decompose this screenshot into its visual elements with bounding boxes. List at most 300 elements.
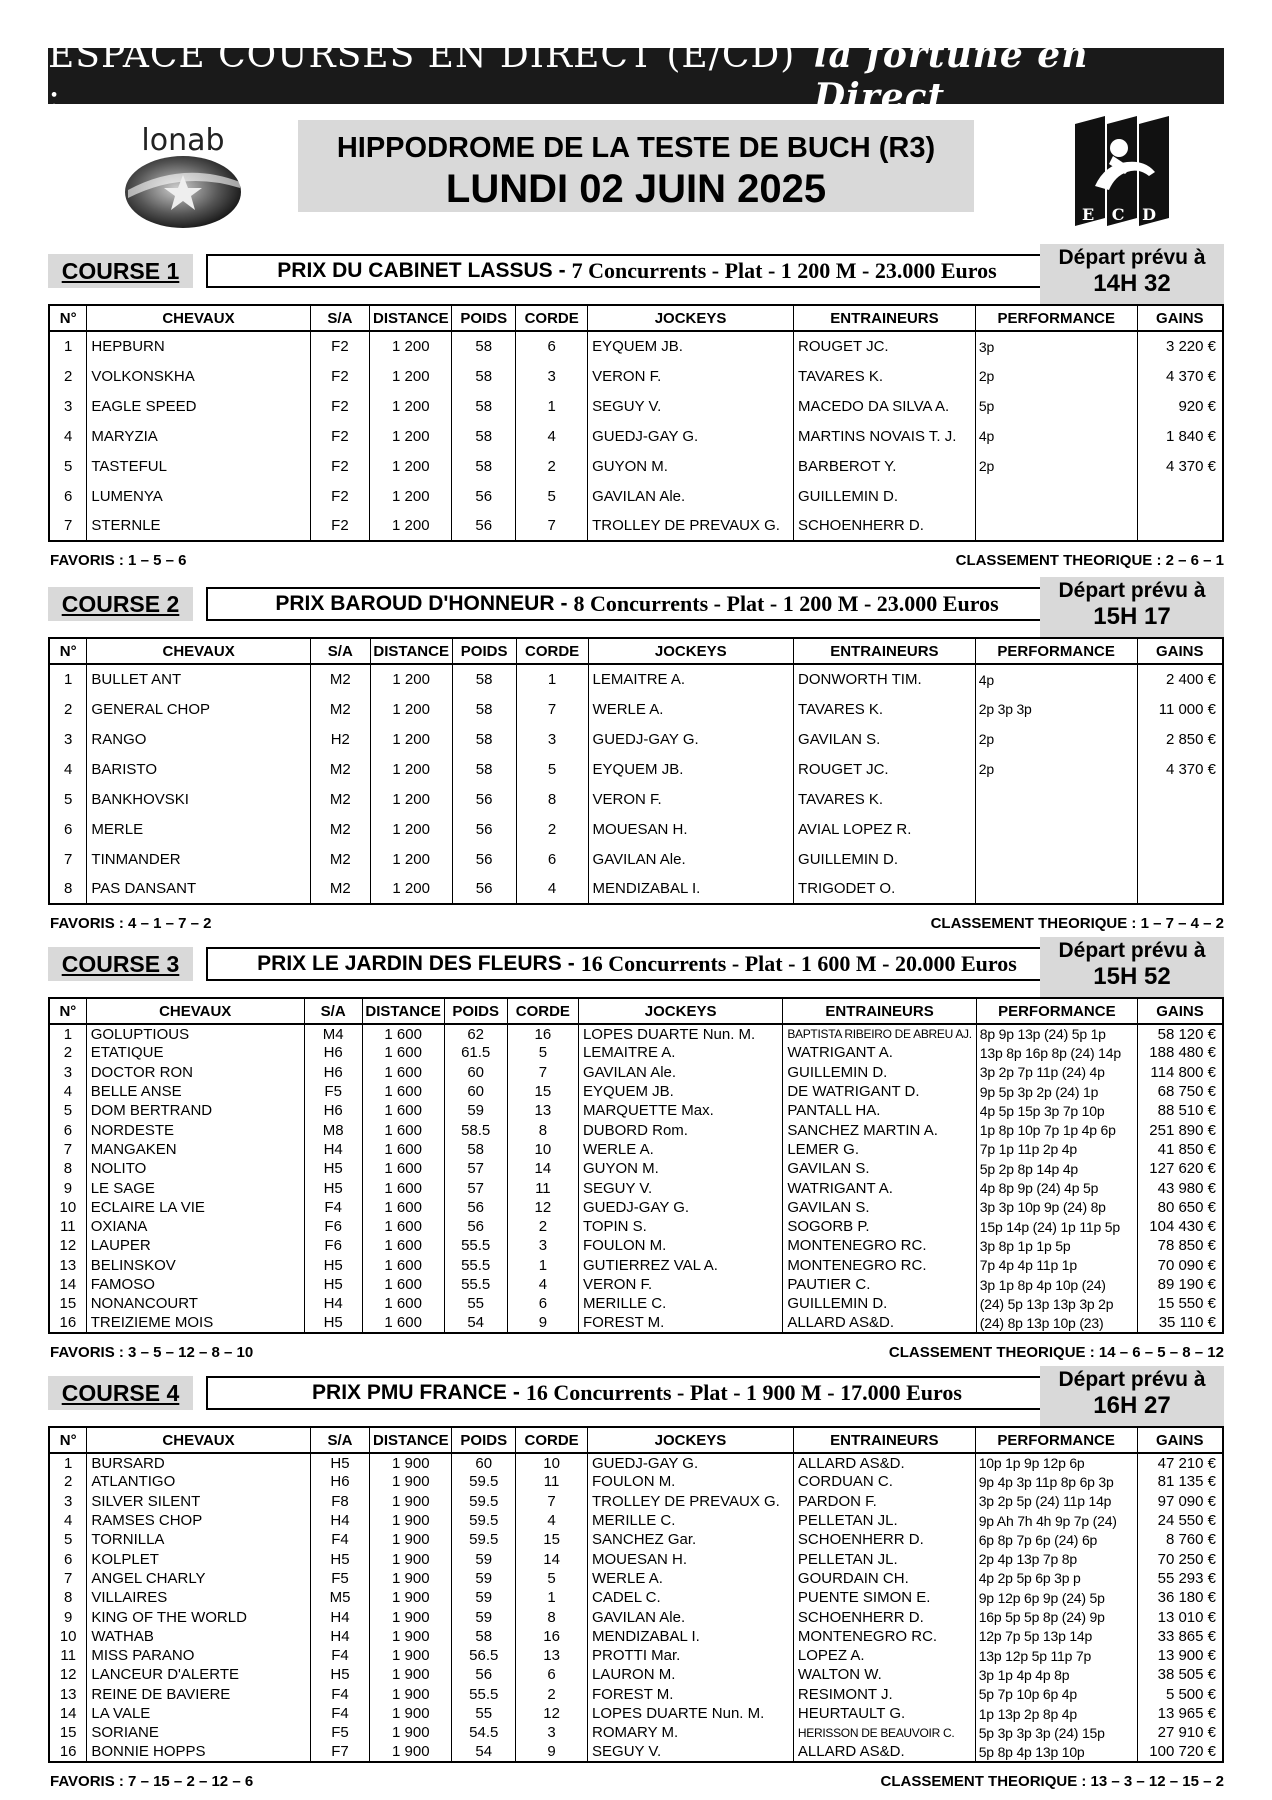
trainer: ROUGET JC. xyxy=(794,754,976,784)
trainer: HEURTAULT G. xyxy=(793,1704,975,1723)
column-header: JOCKEYS xyxy=(588,638,794,664)
jockey: DUBORD Rom. xyxy=(578,1120,782,1139)
jockey: VERON F. xyxy=(588,784,794,814)
distance: 1 900 xyxy=(370,1704,452,1723)
performance: 1p 13p 2p 8p 4p xyxy=(975,1704,1137,1723)
weight: 58 xyxy=(452,451,516,481)
draw: 7 xyxy=(516,1492,588,1511)
horse-name: ETATIQUE xyxy=(86,1043,304,1062)
earnings: 70 250 € xyxy=(1137,1549,1223,1568)
performance: 3p xyxy=(975,331,1137,361)
sex-age: F4 xyxy=(304,1198,362,1217)
distance: 1 200 xyxy=(370,844,452,874)
jockey: GUEDJ-GAY G. xyxy=(578,1198,782,1217)
runner-number: 12 xyxy=(49,1665,87,1684)
prize-name: PRIX LE JARDIN DES FLEURS xyxy=(257,952,562,975)
column-header: GAINS xyxy=(1137,1427,1223,1453)
earnings: 2 400 € xyxy=(1137,664,1223,694)
earnings: 13 010 € xyxy=(1137,1607,1223,1626)
jockey: LOPES DUARTE Nun. M. xyxy=(588,1704,794,1723)
horse-name: ECLAIRE LA VIE xyxy=(86,1198,304,1217)
course-title xyxy=(206,587,1068,621)
runner-number: 14 xyxy=(49,1704,87,1723)
sex-age: H6 xyxy=(304,1063,362,1082)
draw: 16 xyxy=(507,1024,578,1043)
runner-number: 8 xyxy=(49,874,87,904)
table-header-row xyxy=(49,998,1223,1024)
draw: 3 xyxy=(516,361,588,391)
jockey: WERLE A. xyxy=(588,1569,794,1588)
performance: 9p Ah 7h 4h 9p 7p (24) xyxy=(975,1511,1137,1530)
column-header: POIDS xyxy=(452,638,516,664)
sex-age: M2 xyxy=(310,664,370,694)
earnings: 58 120 € xyxy=(1137,1024,1223,1043)
course-label: COURSE 4 xyxy=(48,1376,193,1410)
sex-age: F5 xyxy=(310,1569,370,1588)
theoretical-ranking: CLASSEMENT THEORIQUE : 2 – 6 – 1 xyxy=(955,552,1224,569)
trainer: SANCHEZ MARTIN A. xyxy=(783,1120,976,1139)
trainer: ALLARD AS&D. xyxy=(793,1453,975,1472)
table-row xyxy=(49,1236,1223,1255)
earnings: 13 965 € xyxy=(1137,1704,1223,1723)
horse-name: GOLUPTIOUS xyxy=(86,1024,304,1043)
sex-age: H5 xyxy=(304,1178,362,1197)
horse-name: BURSARD xyxy=(87,1453,310,1472)
jockey: PROTTI Mar. xyxy=(588,1646,794,1665)
sex-age: H5 xyxy=(310,1665,370,1684)
runners-table xyxy=(48,304,1224,542)
draw: 1 xyxy=(516,1588,588,1607)
weight: 56 xyxy=(452,784,516,814)
weight: 62 xyxy=(444,1024,507,1043)
distance: 1 200 xyxy=(370,814,452,844)
earnings: 5 500 € xyxy=(1137,1685,1223,1704)
distance: 1 600 xyxy=(362,1043,444,1062)
sex-age: H2 xyxy=(310,724,370,754)
trainer: GUILLEMIN D. xyxy=(783,1063,976,1082)
runner-number: 13 xyxy=(49,1685,87,1704)
table-row xyxy=(49,361,1223,391)
jockey: TROLLEY DE PREVAUX G. xyxy=(588,511,794,541)
column-header: POIDS xyxy=(452,305,516,331)
runner-number: 9 xyxy=(49,1178,86,1197)
banner-subtitle: la fortune en Direct xyxy=(813,34,1089,118)
departure-time: 16H 27 xyxy=(1093,1392,1171,1419)
earnings: 43 980 € xyxy=(1137,1178,1223,1197)
trainer: RESIMONT J. xyxy=(793,1685,975,1704)
column-header: ENTRAINEURS xyxy=(794,305,976,331)
runner-number: 2 xyxy=(49,1472,87,1491)
draw: 5 xyxy=(516,1569,588,1588)
distance: 1 600 xyxy=(362,1198,444,1217)
column-header: JOCKEYS xyxy=(588,305,794,331)
horse-name: DOCTOR RON xyxy=(86,1063,304,1082)
draw: 15 xyxy=(507,1082,578,1101)
course-header xyxy=(48,1366,1224,1426)
departure-label: Départ prévu à xyxy=(1058,939,1206,962)
sex-age: H4 xyxy=(310,1511,370,1530)
weight: 56 xyxy=(444,1198,507,1217)
theoretical-ranking: CLASSEMENT THEORIQUE : 1 – 7 – 4 – 2 xyxy=(930,915,1224,932)
column-header: CORDE xyxy=(516,1427,588,1453)
draw: 2 xyxy=(516,814,588,844)
horse-name: TREIZIEME MOIS xyxy=(86,1313,304,1332)
trainer: PANTALL HA. xyxy=(783,1101,976,1120)
distance: 1 900 xyxy=(370,1588,452,1607)
earnings xyxy=(1137,844,1223,874)
column-header: PERFORMANCE xyxy=(975,638,1137,664)
performance: 3p 2p 7p 11p (24) 4p xyxy=(976,1063,1137,1082)
distance: 1 900 xyxy=(370,1742,452,1761)
draw: 6 xyxy=(516,331,588,361)
prize-name: PRIX DU CABINET LASSUS xyxy=(277,259,553,282)
jockey: WERLE A. xyxy=(588,694,794,724)
distance: 1 200 xyxy=(370,331,452,361)
draw: 7 xyxy=(516,694,588,724)
runner-number: 12 xyxy=(49,1236,86,1255)
weight: 55.5 xyxy=(452,1685,516,1704)
table-row xyxy=(49,1217,1223,1236)
column-header: DISTANCE xyxy=(370,305,452,331)
draw: 1 xyxy=(516,391,588,421)
horse-name: TORNILLA xyxy=(87,1530,310,1549)
draw: 8 xyxy=(516,1607,588,1626)
table-row xyxy=(49,1704,1223,1723)
weight: 58 xyxy=(452,1627,516,1646)
course-footer xyxy=(48,909,1224,935)
race-details: 16 Concurrents - Plat - 1 900 M - 17.000 Euros xyxy=(525,1380,962,1405)
distance: 1 600 xyxy=(362,1178,444,1197)
table-header-row xyxy=(49,305,1223,331)
performance: 2p xyxy=(975,451,1137,481)
distance: 1 600 xyxy=(362,1256,444,1275)
weight: 56 xyxy=(452,874,516,904)
runner-number: 7 xyxy=(49,844,87,874)
weight: 56 xyxy=(452,844,516,874)
weight: 58 xyxy=(444,1140,507,1159)
weight: 58 xyxy=(452,664,516,694)
sex-age: H5 xyxy=(304,1275,362,1294)
earnings: 13 900 € xyxy=(1137,1646,1223,1665)
sex-age: H6 xyxy=(310,1472,370,1491)
performance: 8p 9p 13p (24) 5p 1p xyxy=(976,1024,1137,1043)
column-header: S/A xyxy=(310,638,370,664)
draw: 4 xyxy=(516,421,588,451)
column-header: N° xyxy=(49,305,87,331)
course-label: COURSE 1 xyxy=(48,254,193,288)
performance: 2p 3p 3p xyxy=(975,694,1137,724)
draw: 6 xyxy=(516,1665,588,1684)
draw: 3 xyxy=(516,724,588,754)
table-row xyxy=(49,1588,1223,1607)
distance: 1 900 xyxy=(370,1511,452,1530)
draw: 10 xyxy=(507,1140,578,1159)
favorites: FAVORIS : 7 – 15 – 2 – 12 – 6 xyxy=(50,1772,254,1790)
horse-name: NORDESTE xyxy=(86,1120,304,1139)
performance: (24) 5p 13p 13p 3p 2p xyxy=(976,1294,1137,1313)
earnings: 88 510 € xyxy=(1137,1101,1223,1120)
trainer: HERISSON DE BEAUVOIR C. xyxy=(793,1723,975,1742)
distance: 1 600 xyxy=(362,1140,444,1159)
earnings: 2 850 € xyxy=(1137,724,1223,754)
draw: 4 xyxy=(507,1275,578,1294)
earnings: 33 865 € xyxy=(1137,1627,1223,1646)
sex-age: F5 xyxy=(304,1082,362,1101)
trainer: LOPEZ A. xyxy=(793,1646,975,1665)
column-header: N° xyxy=(49,1427,87,1453)
trainer: MONTENEGRO RC. xyxy=(783,1236,976,1255)
draw: 13 xyxy=(516,1646,588,1665)
weight: 60 xyxy=(444,1082,507,1101)
performance: 2p xyxy=(975,754,1137,784)
jockey: GAVILAN Ale. xyxy=(588,1607,794,1626)
hippodrome-name: HIPPODROME DE LA TESTE DE BUCH (R3) xyxy=(336,132,936,164)
earnings xyxy=(1137,874,1223,904)
earnings xyxy=(1137,481,1223,511)
distance: 1 900 xyxy=(370,1723,452,1742)
weight: 57 xyxy=(444,1159,507,1178)
table-row xyxy=(49,1646,1223,1665)
weight: 61.5 xyxy=(444,1043,507,1062)
weight: 58 xyxy=(452,694,516,724)
race-details: 8 Concurrents - Plat - 1 200 M - 23.000 Euros xyxy=(573,591,999,616)
sex-age: F4 xyxy=(310,1530,370,1549)
horse-name: VOLKONSKHA xyxy=(87,361,310,391)
jockey: CADEL C. xyxy=(588,1588,794,1607)
runner-number: 4 xyxy=(49,1511,87,1530)
jockey: SEGUY V. xyxy=(578,1178,782,1197)
runner-number: 5 xyxy=(49,1530,87,1549)
performance: 5p 8p 4p 13p 10p xyxy=(975,1742,1137,1761)
horse-name: RAMSES CHOP xyxy=(87,1511,310,1530)
banner-title: ESPACE COURSES EN DIRECT (E/CD) : xyxy=(48,35,796,117)
runner-number: 7 xyxy=(49,1140,86,1159)
earnings: 35 110 € xyxy=(1137,1313,1223,1332)
distance: 1 200 xyxy=(370,694,452,724)
trainer: MARTINS NOVAIS T. J. xyxy=(794,421,976,451)
trainer: AVIAL LOPEZ R. xyxy=(794,814,976,844)
course-section xyxy=(48,1366,1224,1793)
horse-name: TASTEFUL xyxy=(87,451,310,481)
performance: 15p 14p (24) 1p 11p 5p xyxy=(976,1217,1137,1236)
weight: 59.5 xyxy=(452,1472,516,1491)
jockey: MOUESAN H. xyxy=(588,1549,794,1568)
table-row xyxy=(49,1627,1223,1646)
table-row xyxy=(49,1665,1223,1684)
runner-number: 2 xyxy=(49,361,87,391)
runner-number: 6 xyxy=(49,481,87,511)
jockey: GAVILAN Ale. xyxy=(588,844,794,874)
weight: 56 xyxy=(452,814,516,844)
draw: 1 xyxy=(507,1256,578,1275)
weight: 55.5 xyxy=(444,1256,507,1275)
column-header: S/A xyxy=(304,998,362,1024)
jockey: EYQUEM JB. xyxy=(588,754,794,784)
trainer: TAVARES K. xyxy=(794,361,976,391)
departure-box xyxy=(1040,244,1224,304)
performance: 2p 4p 13p 7p 8p xyxy=(975,1549,1137,1568)
ecd-logo-text: E C D xyxy=(1082,205,1162,224)
table-row xyxy=(49,724,1223,754)
distance: 1 600 xyxy=(362,1063,444,1082)
earnings: 38 505 € xyxy=(1137,1665,1223,1684)
runner-number: 2 xyxy=(49,694,87,724)
horse-name: BULLET ANT xyxy=(87,664,310,694)
runner-number: 13 xyxy=(49,1256,86,1275)
distance: 1 600 xyxy=(362,1294,444,1313)
column-header: JOCKEYS xyxy=(578,998,782,1024)
distance: 1 600 xyxy=(362,1082,444,1101)
earnings: 15 550 € xyxy=(1137,1294,1223,1313)
horse-name: LUMENYA xyxy=(87,481,310,511)
performance: 12p 7p 5p 13p 14p xyxy=(975,1627,1137,1646)
earnings xyxy=(1137,784,1223,814)
trainer: PARDON F. xyxy=(793,1492,975,1511)
jockey: GUYON M. xyxy=(578,1159,782,1178)
horse-name: BANKHOVSKI xyxy=(87,784,310,814)
sex-age: H4 xyxy=(304,1140,362,1159)
table-row xyxy=(49,1275,1223,1294)
jockey: MOUESAN H. xyxy=(588,814,794,844)
trainer: GOURDAIN CH. xyxy=(793,1569,975,1588)
performance: 9p 5p 3p 2p (24) 1p xyxy=(976,1082,1137,1101)
sex-age: F2 xyxy=(310,391,370,421)
course-footer xyxy=(48,1338,1224,1364)
horse-name: WATHAB xyxy=(87,1627,310,1646)
trainer: GAVILAN S. xyxy=(794,724,976,754)
distance: 1 200 xyxy=(370,724,452,754)
runner-number: 4 xyxy=(49,421,87,451)
earnings: 27 910 € xyxy=(1137,1723,1223,1742)
distance: 1 600 xyxy=(362,1275,444,1294)
performance: 16p 5p 5p 8p (24) 9p xyxy=(975,1607,1137,1626)
draw: 6 xyxy=(516,844,588,874)
weight: 60 xyxy=(444,1063,507,1082)
runner-number: 6 xyxy=(49,814,87,844)
distance: 1 600 xyxy=(362,1159,444,1178)
horse-name: BARISTO xyxy=(87,754,310,784)
draw: 2 xyxy=(516,451,588,481)
draw: 7 xyxy=(507,1063,578,1082)
draw: 5 xyxy=(507,1043,578,1062)
weight: 54.5 xyxy=(452,1723,516,1742)
distance: 1 200 xyxy=(370,391,452,421)
horse-name: SILVER SILENT xyxy=(87,1492,310,1511)
sex-age: F4 xyxy=(310,1685,370,1704)
column-header: GAINS xyxy=(1137,638,1223,664)
performance: 9p 12p 6p 9p (24) 5p xyxy=(975,1588,1137,1607)
column-header: ENTRAINEURS xyxy=(794,638,976,664)
performance xyxy=(975,874,1137,904)
race-details: 16 Concurrents - Plat - 1 600 M - 20.000 Euros xyxy=(580,951,1017,976)
performance: 9p 4p 3p 11p 8p 6p 3p xyxy=(975,1472,1137,1491)
runners-table xyxy=(48,637,1224,905)
table-row xyxy=(49,1569,1223,1588)
horse-name: KING OF THE WORLD xyxy=(87,1607,310,1626)
earnings: 80 650 € xyxy=(1137,1198,1223,1217)
distance: 1 900 xyxy=(370,1607,452,1626)
performance: 3p 2p 5p (24) 11p 14p xyxy=(975,1492,1137,1511)
jockey: VERON F. xyxy=(588,361,794,391)
earnings: 127 620 € xyxy=(1137,1159,1223,1178)
jockey: ROMARY M. xyxy=(588,1723,794,1742)
earnings: 36 180 € xyxy=(1137,1588,1223,1607)
distance: 1 600 xyxy=(362,1101,444,1120)
trainer: GAVILAN S. xyxy=(783,1198,976,1217)
runner-number: 1 xyxy=(49,1024,86,1043)
theoretical-ranking: CLASSEMENT THEORIQUE : 14 – 6 – 5 – 8 – 12 xyxy=(888,1343,1224,1361)
table-row xyxy=(49,1472,1223,1491)
jockey: EYQUEM JB. xyxy=(588,331,794,361)
table-row xyxy=(49,694,1223,724)
earnings: 104 430 € xyxy=(1137,1217,1223,1236)
trainer: DONWORTH TIM. xyxy=(794,664,976,694)
runners-table xyxy=(48,997,1224,1334)
runner-number: 5 xyxy=(49,1101,86,1120)
jockey: SEGUY V. xyxy=(588,1742,794,1761)
trainer: MONTENEGRO RC. xyxy=(793,1627,975,1646)
distance: 1 900 xyxy=(370,1453,452,1472)
table-row xyxy=(49,1043,1223,1062)
favorites: FAVORIS : 3 – 5 – 12 – 8 – 10 xyxy=(50,1343,254,1361)
runners-table xyxy=(48,1426,1224,1763)
runner-number: 16 xyxy=(49,1313,86,1332)
sex-age: F2 xyxy=(310,451,370,481)
earnings: 89 190 € xyxy=(1137,1275,1223,1294)
performance: 2p xyxy=(975,724,1137,754)
trainer: ROUGET JC. xyxy=(794,331,976,361)
runner-number: 1 xyxy=(49,331,87,361)
runner-number: 3 xyxy=(49,1492,87,1511)
horse-name: REINE DE BAVIERE xyxy=(87,1685,310,1704)
horse-name: DOM BERTRAND xyxy=(86,1101,304,1120)
performance: 1p 8p 10p 7p 1p 4p 6p xyxy=(976,1120,1137,1139)
draw: 15 xyxy=(516,1530,588,1549)
weight: 59.5 xyxy=(452,1511,516,1530)
performance: 3p 8p 1p 1p 5p xyxy=(976,1236,1137,1255)
weight: 56.5 xyxy=(452,1646,516,1665)
draw: 6 xyxy=(507,1294,578,1313)
column-header: N° xyxy=(49,638,87,664)
course-title xyxy=(206,947,1068,981)
jockey: LEMAITRE A. xyxy=(588,664,794,694)
draw: 14 xyxy=(516,1549,588,1568)
horse-name: HEPBURN xyxy=(87,331,310,361)
sex-age: M2 xyxy=(310,874,370,904)
course-footer xyxy=(48,1767,1224,1793)
jockey: VERON F. xyxy=(578,1275,782,1294)
column-header: DISTANCE xyxy=(370,1427,452,1453)
performance xyxy=(975,481,1137,511)
trainer: PAUTIER C. xyxy=(783,1275,976,1294)
table-row xyxy=(49,331,1223,361)
sex-age: H5 xyxy=(304,1159,362,1178)
column-header: GAINS xyxy=(1137,305,1223,331)
table-row xyxy=(49,1140,1223,1159)
earnings xyxy=(1137,814,1223,844)
distance: 1 600 xyxy=(362,1024,444,1043)
trainer: WALTON W. xyxy=(793,1665,975,1684)
jockey: FOULON M. xyxy=(588,1472,794,1491)
runner-number: 9 xyxy=(49,1607,87,1626)
table-row xyxy=(49,1294,1223,1313)
weight: 56 xyxy=(452,511,516,541)
jockey: GUEDJ-GAY G. xyxy=(588,724,794,754)
runner-number: 11 xyxy=(49,1646,87,1665)
table-row xyxy=(49,1453,1223,1472)
table-row xyxy=(49,421,1223,451)
runner-number: 11 xyxy=(49,1217,86,1236)
